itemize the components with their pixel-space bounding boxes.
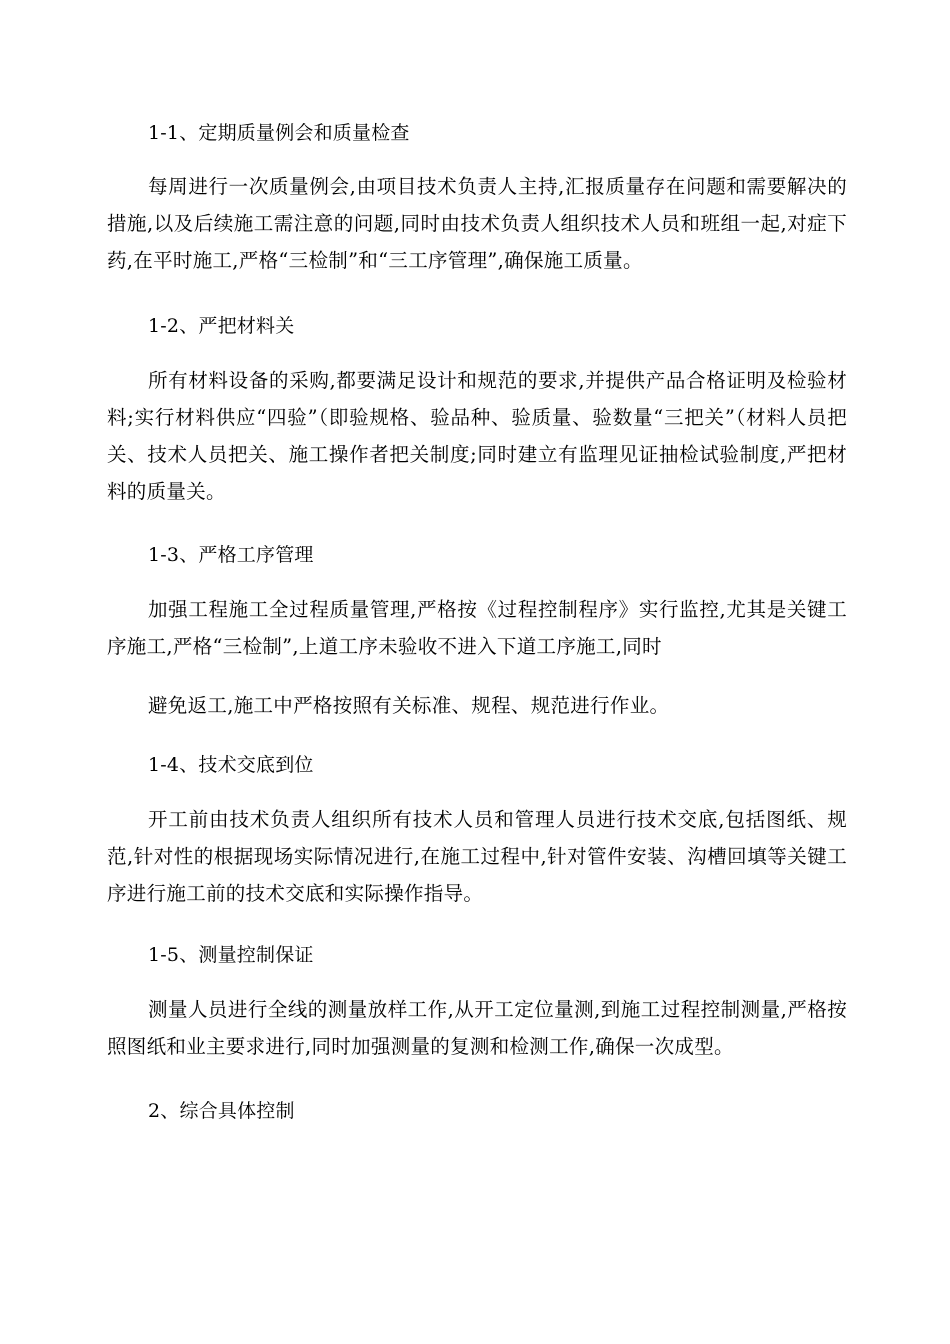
section-heading-1-3: 1-3、严格工序管理 bbox=[148, 544, 314, 566]
section-heading-1-1: 1-1、定期质量例会和质量检查 bbox=[148, 122, 410, 144]
section-heading-1-5: 1-5、测量控制保证 bbox=[148, 944, 314, 966]
section-paragraph-1-5: 测量人员进行全线的测量放样工作,从开工定位量测,到施工过程控制测量,严格按照图纸和业主要求进行,同时加强测量的复测和检测工作,确保一次成型。 bbox=[107, 998, 847, 1058]
section-paragraph-1-2: 所有材料设备的采购,都要满足设计和规范的要求,并提供产品合格证明及检验材料;实行材料供应“四验”（即验规格、验品种、验质量、验数量“三把关”（材料人员把关、技术人员把关、施工操作者把关制度;同时建立有监理见证抽检试验制度,严把材料的质量关。 bbox=[107, 369, 847, 503]
section-paragraph-1-4: 开工前由技术负责人组织所有技术人员和管理人员进行技术交底,包括图纸、规范,针对性的根据现场实际情况进行,在施工过程中,针对管件安装、沟槽回填等关键工序进行施工前的技术交底和实际操作指导。 bbox=[107, 808, 847, 905]
section-heading-2: 2、综合具体控制 bbox=[148, 1100, 295, 1122]
section-heading-1-2: 1-2、严把材料关 bbox=[148, 315, 295, 337]
section-paragraph-1-3: 加强工程施工全过程质量管理,严格按《过程控制程序》实行监控,尤其是关键工序施工,严格“三检制”,上道工序未验收不进入下道工序施工,同时 bbox=[107, 598, 847, 658]
section-paragraph-1-3-continued: 避免返工,施工中严格按照有关标准、规程、规范进行作业。 bbox=[148, 694, 670, 717]
section-heading-1-4: 1-4、技术交底到位 bbox=[148, 754, 314, 776]
section-paragraph-1-1: 每周进行一次质量例会,由项目技术负责人主持,汇报质量存在问题和需要解决的措施,以及后续施工需注意的问题,同时由技术负责人组织技术人员和班组一起,对症下药,在平时施工,严格“三检制”和“三工序管理”,确保施工质量。 bbox=[107, 175, 847, 272]
